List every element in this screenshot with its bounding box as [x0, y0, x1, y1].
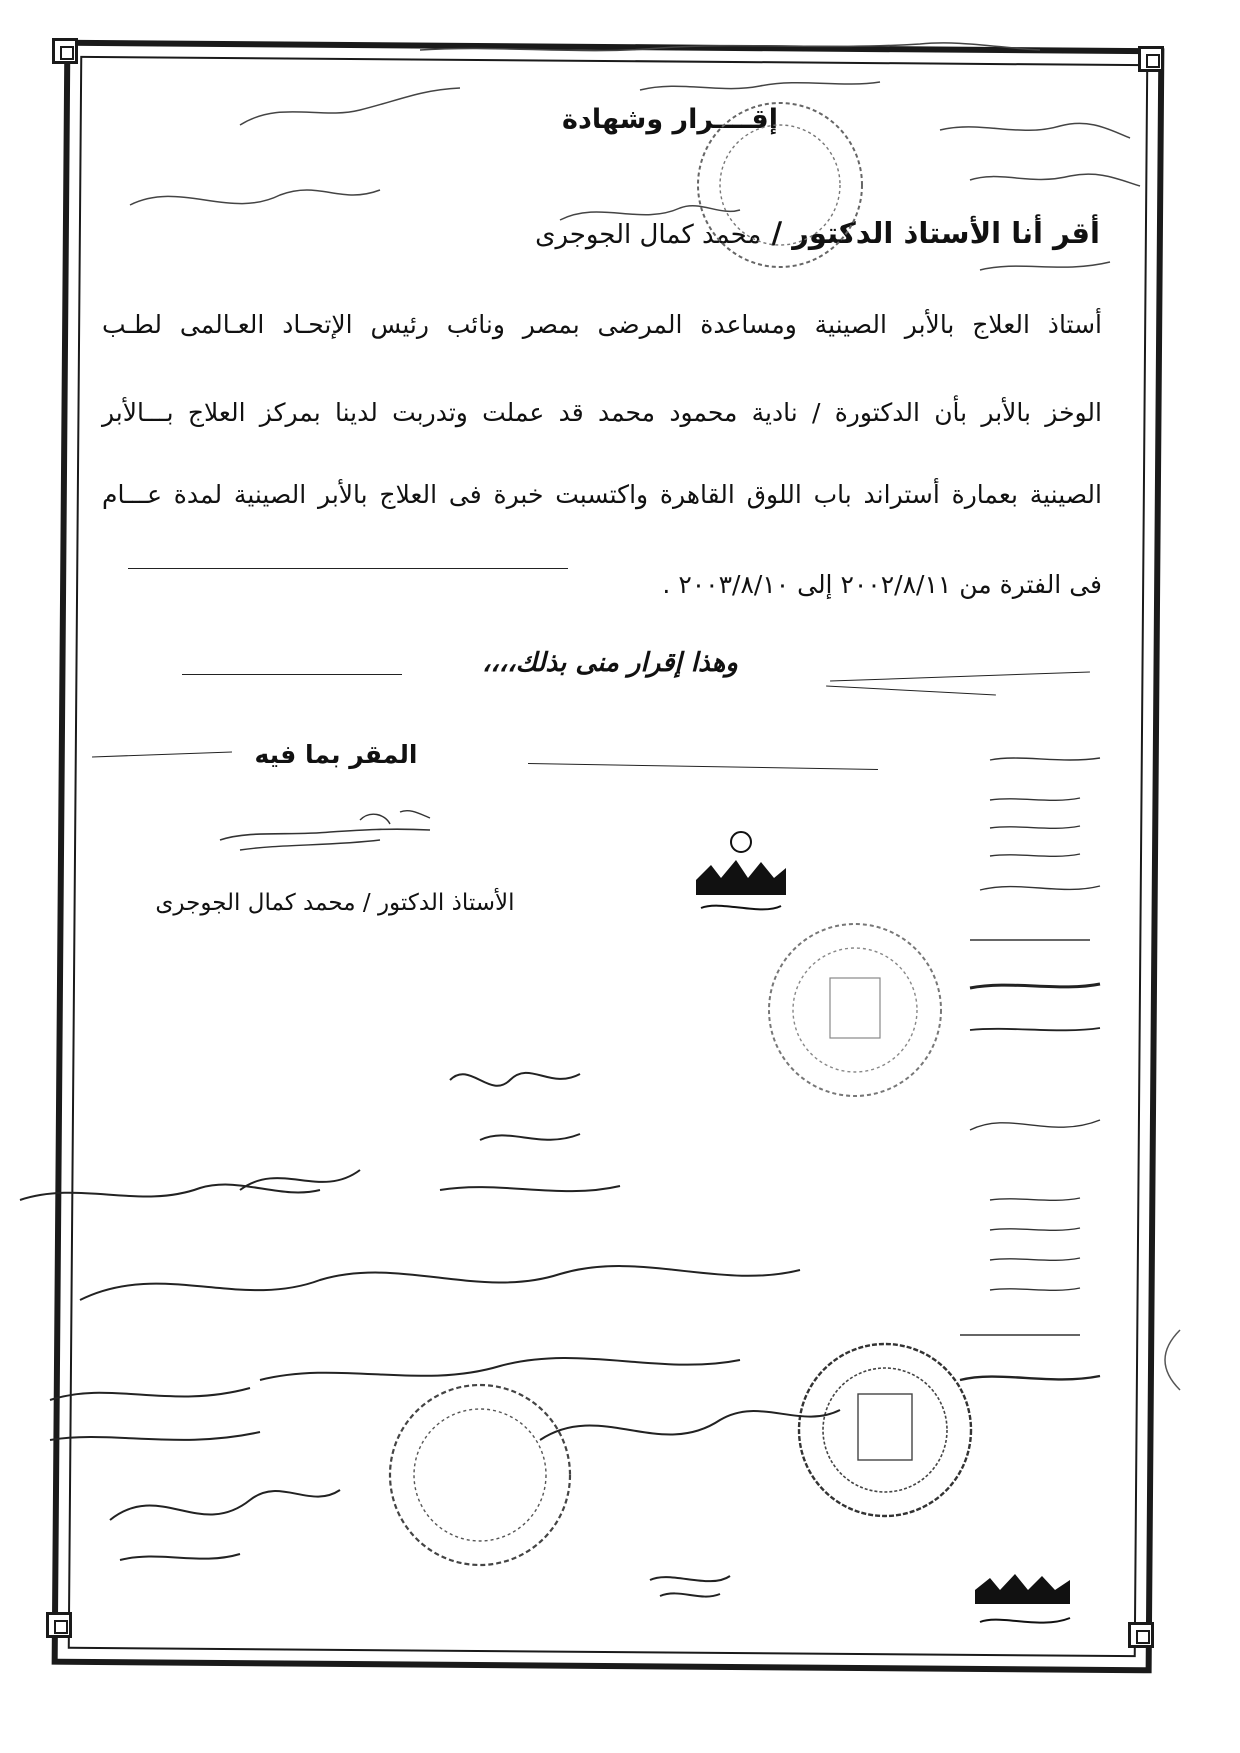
corner-ornament-top-left — [52, 38, 78, 64]
corner-ornament-bottom-right — [1128, 1622, 1154, 1648]
body-line-1: أستاذ العلاج بالأبر الصينية ومساعدة المرضى بمصر ونائب رئيس الإتحـاد العـالمى لطـب — [102, 310, 1102, 339]
closing-statement: وهذا إقرار منى بذلك،،،، — [482, 648, 738, 678]
body-line-3: الصينية بعمارة أستراند باب اللوق القاهرة واكتسبت خبرة فى العلاج بالأبر الصينية لمدة عـــام — [102, 480, 1102, 509]
body-line-4: فى الفترة من ٢٠٠٢/٨/١١ إلى ٢٠٠٣/٨/١٠ . — [662, 570, 1102, 599]
eagle-emblem-bottom-right — [970, 1560, 1080, 1640]
document-title: إقــــرار وشهادة — [562, 104, 778, 135]
handwritten-signature — [210, 800, 460, 860]
signer-label: المقر بما فيه — [254, 740, 418, 769]
lower-handwritten-authentication — [20, 1060, 920, 1580]
official-stamp-top — [690, 95, 870, 275]
right-margin-fee-notes-1 — [960, 740, 1120, 1060]
corner-ornament-bottom-left — [46, 1612, 72, 1638]
signer-name: الأستاذ الدكتور / محمد كمال الجوجرى — [155, 890, 515, 916]
rule-after-period — [128, 568, 568, 569]
top-handwritten-notes — [120, 30, 1170, 310]
body-line-2: الوخز بالأبر بأن الدكتورة / نادية محمود محمد قد عملت وتدربت لدينا بمركز العلاج بـــالأبر — [102, 398, 1102, 427]
declarant-prefix: أقر أنا الأستاذ الدكتور / — [771, 216, 1100, 250]
right-margin-fee-notes-2 — [950, 1100, 1120, 1400]
declarant-name: محمد كمال الجوجرى — [535, 220, 762, 250]
right-edge-mark — [1150, 1320, 1190, 1400]
eagle-emblem-middle — [686, 820, 796, 930]
rule-left-closing — [182, 674, 402, 675]
